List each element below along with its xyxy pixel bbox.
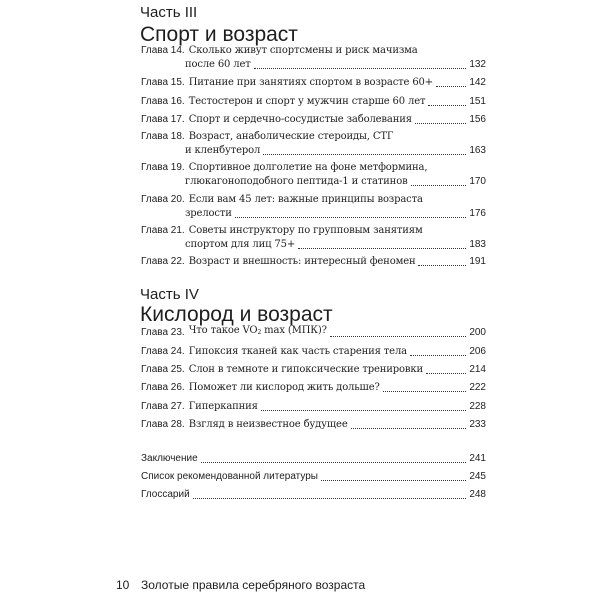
dot-leader [383,391,467,392]
dot-leader [436,86,466,87]
chapter-label: Глава 18. [141,131,185,142]
toc-entry-conclusion[interactable] [141,452,486,466]
toc-entry-ch14[interactable] [141,44,486,72]
page-number: 156 [469,114,486,125]
chapter-label: Глава 17. [141,114,185,125]
toc-entry-ch24[interactable] [141,345,486,359]
dot-leader [418,265,466,266]
chapter-title-line1: Возраст, анаболические стероиды, СТГ [188,131,394,142]
part-3-label: Часть III [140,4,198,21]
page-number: 183 [469,239,486,250]
toc-entry-ch16[interactable] [141,95,486,109]
chapter-label: Глава 21. [141,225,185,236]
dot-leader [201,462,467,463]
chapter-title-line2: глюкагоноподобного пептида-1 и статинов [185,176,408,187]
page-number: 206 [469,346,486,357]
page-number: 176 [469,208,486,219]
chapter-label: Глава 14. [141,45,185,56]
chapter-title-pre: Что такое VO [188,325,258,336]
dot-leader [193,498,467,499]
footer-running-title: Золотые правила серебряного возраста [141,578,366,592]
dot-leader [263,154,466,155]
chapter-label: Глава 23. [141,327,185,338]
dot-leader [428,105,466,106]
chapter-title-subscript: 2 [257,329,262,336]
page-number: 233 [469,419,486,430]
chapter-label: Глава 27. [141,401,185,412]
chapter-title-line1: Сколько живут спортсмены и риск мачизма [188,45,418,56]
dot-leader [415,123,466,124]
chapter-title: Взгляд в неизвестное будущее [188,419,348,430]
chapter-title: Спорт и сердечно-сосудистые заболевания [188,114,412,125]
page-number: 142 [469,77,486,88]
toc-entry-ch19[interactable] [141,161,486,189]
chapter-title-line2: зрелости [185,208,232,219]
section-title: Глоссарий [141,489,190,500]
chapter-title-line2: и кленбутерол [185,145,261,156]
dot-leader [411,185,467,186]
dot-leader [261,410,466,411]
chapter-label: Глава 20. [141,194,185,205]
toc-entry-ch20[interactable] [141,193,486,221]
chapter-label: Глава 22. [141,256,185,267]
dot-leader [321,480,466,481]
chapter-title: Гиперкапния [188,401,258,412]
chapter-label: Глава 15. [141,77,185,88]
chapter-label: Глава 19. [141,162,185,173]
part-4-title: Кислород и возраст [140,303,333,326]
footer-page-number: 10 [116,578,130,592]
toc-entry-ch26[interactable] [141,381,486,395]
chapter-title-line1: Если вам 45 лет: важные принципы возраста [188,194,423,205]
toc-entry-ch28[interactable] [141,418,486,432]
page-number: 191 [469,256,486,267]
chapter-title: Возраст и внешность: интересный феномен [188,256,416,267]
page-number: 241 [469,453,486,464]
toc-entry-bibliography[interactable] [141,470,486,484]
section-title: Список рекомендованной литературы [141,471,318,482]
dot-leader [235,217,467,218]
dot-leader [254,68,467,69]
part-3-title: Спорт и возраст [140,23,298,46]
chapter-label: Глава 24. [141,346,185,357]
toc-entry-ch23[interactable] [141,326,486,340]
page-number: 151 [469,96,486,107]
chapter-title-post: max (МПК)? [261,325,327,336]
toc-entry-ch22[interactable] [141,255,486,269]
section-title: Заключение [141,453,198,464]
chapter-title-line2: после 60 лет [185,59,251,70]
page-number: 245 [469,471,486,482]
toc-entry-ch25[interactable] [141,363,486,377]
chapter-label: Глава 28. [141,419,185,430]
dot-leader [426,373,466,374]
part-4-label: Часть IV [140,286,199,303]
chapter-title: Питание при занятиях спортом в возрасте 60+ [188,77,433,88]
page-number: 132 [469,59,486,70]
page-number: 222 [469,382,486,393]
dot-leader [298,248,466,249]
page-number: 200 [469,327,486,338]
chapter-title-line1: Спортивное долголетие на фоне метформина, [188,162,428,173]
page-number: 170 [469,176,486,187]
toc-entry-ch17[interactable] [141,113,486,127]
page-number: 228 [469,401,486,412]
page-number: 163 [469,145,486,156]
dot-leader [330,336,467,337]
toc-entry-ch21[interactable] [141,224,486,252]
toc-entry-ch15[interactable] [141,76,486,90]
chapter-label: Глава 16. [141,96,185,107]
toc-entry-ch18[interactable] [141,130,486,158]
chapter-title: Тестостерон и спорт у мужчин старше 60 лет [188,96,426,107]
chapter-title-line2: спортом для лиц 75+ [185,239,296,250]
toc-entry-glossary[interactable] [141,488,486,502]
chapter-label: Глава 26. [141,382,185,393]
chapter-label: Глава 25. [141,364,185,375]
toc-entry-ch27[interactable] [141,400,486,414]
page-number: 214 [469,364,486,375]
chapter-title: Слон в темноте и гипоксические тренировки [188,364,424,375]
page-number: 248 [469,489,486,500]
chapter-title-line1: Советы инструктору по групповым занятиям [188,225,423,236]
chapter-title: Гипоксия тканей как часть старения тела [188,346,407,357]
chapter-title: Поможет ли кислород жить дольше? [188,382,380,393]
chapter-title [185,324,327,340]
dot-leader [410,355,466,356]
dot-leader [351,428,467,429]
